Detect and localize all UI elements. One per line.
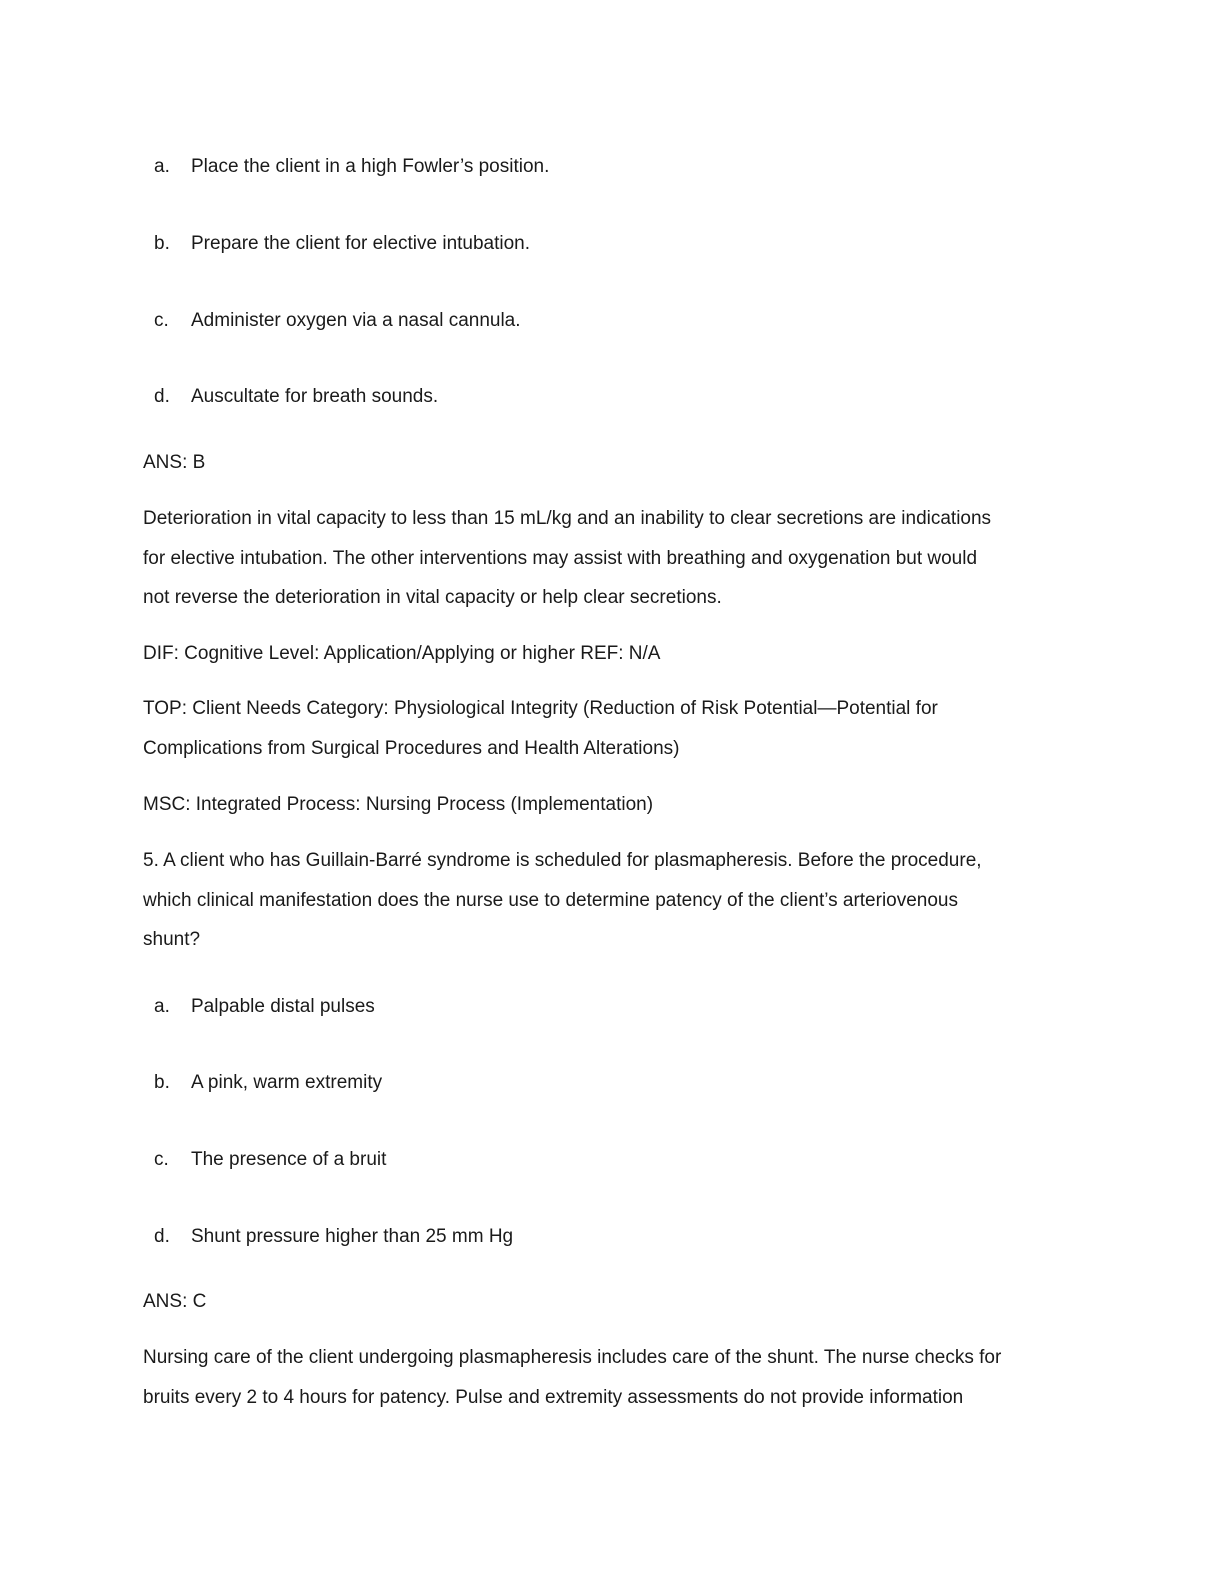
q4-rationale-line-2: for elective intubation. The other interventions may assist with breathing and oxygenation but would (143, 548, 978, 569)
option-letter: a. (154, 156, 170, 177)
q4-topic-line-1: TOP: Client Needs Category: Physiological Integrity (Reduction of Risk Potential—Potential for (143, 698, 938, 719)
option-letter: b. (154, 1072, 170, 1093)
q5-rationale-line-1: Nursing care of the client undergoing plasmapheresis includes care of the shunt. The nurse checks for (143, 1347, 1002, 1368)
q5-stem-line-2: which clinical manifestation does the nurse use to determine patency of the client’s arteriovenous (143, 890, 958, 911)
option-text: A pink, warm extremity (191, 1072, 383, 1093)
option-letter: c. (154, 310, 169, 331)
option-text: The presence of a bruit (191, 1149, 387, 1170)
option-text: Administer oxygen via a nasal cannula. (191, 310, 521, 331)
option-text: Shunt pressure higher than 25 mm Hg (191, 1226, 514, 1247)
option-letter: d. (154, 1226, 170, 1247)
q4-msc: MSC: Integrated Process: Nursing Process (Implementation) (143, 794, 654, 815)
q5-stem-line-1: 5. A client who has Guillain-Barré syndrome is scheduled for plasmapheresis. Before the procedure, (143, 850, 982, 871)
q5-stem-line-3: shunt? (143, 929, 201, 950)
q4-answer: ANS: B (143, 452, 206, 473)
q5-rationale-line-2: bruits every 2 to 4 hours for patency. Pulse and extremity assessments do not provide information (143, 1387, 964, 1408)
option-text: Palpable distal pulses (191, 996, 375, 1017)
q4-rationale-line-3: not reverse the deterioration in vital capacity or help clear secretions. (143, 587, 722, 608)
q4-difficulty: DIF: Cognitive Level: Application/Applying or higher REF: N/A (143, 643, 661, 664)
q4-topic-line-2: Complications from Surgical Procedures and Health Alterations) (143, 738, 680, 759)
q5-answer: ANS: C (143, 1291, 207, 1312)
option-text: Place the client in a high Fowler’s position. (191, 156, 550, 177)
q4-rationale-line-1: Deterioration in vital capacity to less than 15 mL/kg and an inability to clear secretions are indications (143, 508, 992, 529)
option-letter: c. (154, 1149, 169, 1170)
option-letter: d. (154, 386, 170, 407)
option-text: Prepare the client for elective intubation. (191, 233, 531, 254)
option-text: Auscultate for breath sounds. (191, 386, 439, 407)
option-letter: b. (154, 233, 170, 254)
option-letter: a. (154, 996, 170, 1017)
